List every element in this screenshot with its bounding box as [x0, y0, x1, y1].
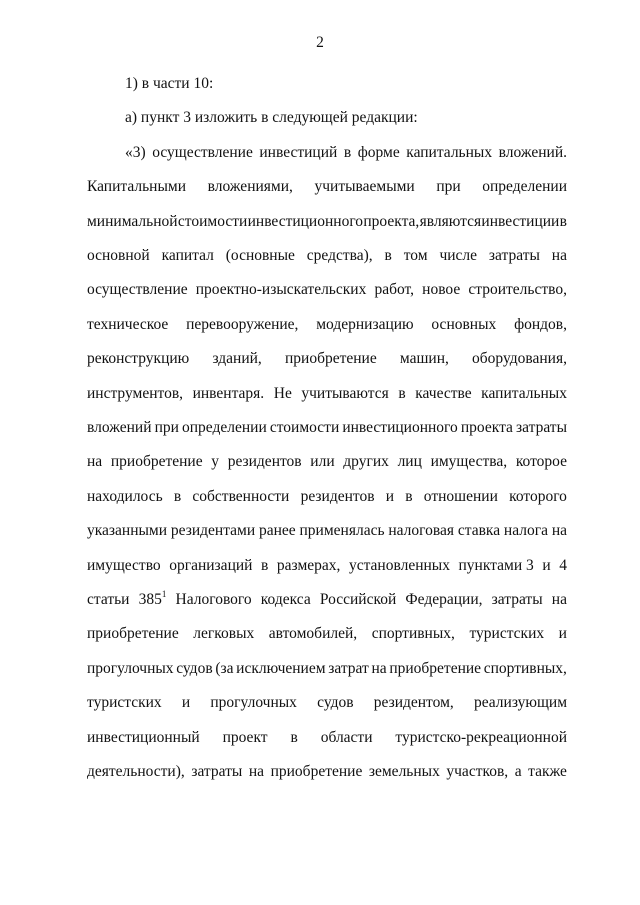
- word: налоговая: [388, 522, 455, 540]
- word: участков,: [446, 763, 509, 780]
- word: собственности: [192, 487, 290, 505]
- word: инвентаря.: [192, 384, 265, 402]
- word: судов: [176, 659, 213, 677]
- word: осуществление: [152, 143, 253, 161]
- word: имущество: [87, 556, 161, 574]
- word: лиц: [397, 453, 422, 471]
- word: и: [181, 694, 191, 712]
- text-line: [87, 590, 567, 610]
- word: в: [290, 728, 298, 746]
- word: в: [384, 247, 392, 264]
- word: применялась: [299, 522, 385, 540]
- text-line: [87, 762, 567, 782]
- word: которого: [509, 487, 567, 505]
- word: осуществление: [87, 281, 188, 299]
- word: пунктами 3: [458, 556, 534, 574]
- text-line: [87, 315, 567, 335]
- word: капитальных: [406, 143, 493, 161]
- word: на: [87, 453, 103, 471]
- superscript: 1: [161, 588, 167, 599]
- word: автомобилей,: [268, 625, 358, 643]
- word: техническое: [87, 315, 169, 333]
- word: статьи: [87, 591, 130, 608]
- text-line: [87, 693, 567, 713]
- word: проекта: [460, 419, 513, 436]
- word: на: [551, 247, 567, 264]
- word: минимальной: [87, 212, 178, 230]
- word: строительство,: [468, 281, 567, 299]
- word: туристских: [469, 625, 545, 643]
- word: стоимости: [269, 419, 340, 436]
- word: спортивных,: [371, 625, 455, 643]
- text-line: [87, 246, 567, 266]
- word: на: [248, 763, 265, 780]
- word: установленных: [348, 556, 450, 574]
- word: прогулочных: [210, 694, 297, 712]
- word: Российской: [319, 591, 397, 608]
- text-line: [87, 556, 567, 576]
- word: туристских: [87, 694, 162, 712]
- word: форме: [357, 143, 400, 161]
- word: инвестиционного: [247, 212, 364, 230]
- word: и: [542, 556, 551, 574]
- word: затраты: [488, 247, 540, 264]
- word: основных: [431, 315, 497, 333]
- text-line: [87, 487, 567, 507]
- word: приобретение: [389, 659, 482, 677]
- word: фондов,: [514, 315, 567, 333]
- word: приобретение: [270, 763, 363, 780]
- word: ранее: [258, 522, 296, 540]
- word: судов: [317, 694, 354, 712]
- word: в: [559, 212, 567, 230]
- word: капитал: [161, 247, 214, 264]
- word: проект: [222, 728, 268, 746]
- word: на: [551, 591, 567, 608]
- word: том: [403, 247, 428, 264]
- word: земельных: [368, 763, 440, 780]
- word: резидентов: [300, 487, 375, 505]
- word: вложениями,: [207, 178, 293, 196]
- word: инвестиционного: [342, 419, 458, 436]
- word: на: [551, 522, 567, 540]
- text-line-content: 1) в части 10:: [125, 75, 214, 92]
- word: определении: [482, 178, 567, 196]
- word: при: [154, 419, 179, 436]
- word: капитальных: [481, 384, 567, 402]
- word: 385: [138, 591, 162, 608]
- word: Не: [273, 384, 292, 402]
- word: в: [261, 556, 269, 574]
- word: учитываются: [301, 384, 389, 402]
- word: отношении: [423, 487, 498, 505]
- word: туристско-рекреационной: [395, 728, 567, 746]
- word: затраты: [191, 763, 243, 780]
- word: исключением: [236, 659, 326, 677]
- word: и: [558, 625, 567, 643]
- text-line: [87, 418, 567, 438]
- word: средства),: [306, 247, 373, 264]
- word: на: [371, 659, 387, 677]
- word: зданий,: [212, 350, 262, 368]
- text-line: [87, 659, 567, 679]
- word: стоимости: [177, 212, 248, 230]
- word: инвестиции: [481, 212, 560, 230]
- text-line: [125, 74, 213, 94]
- word: затраты: [516, 419, 567, 436]
- page-number: 2: [316, 34, 324, 51]
- word: спортивных,: [483, 659, 567, 677]
- word: инвестиционный: [87, 728, 200, 746]
- word: вложений: [87, 419, 152, 436]
- word: реализующим: [473, 694, 567, 712]
- word: легковых: [193, 625, 255, 643]
- word: а: [514, 763, 522, 780]
- word: у: [211, 453, 220, 471]
- text-line: [87, 212, 567, 232]
- text-line: [87, 384, 567, 404]
- word: также: [528, 763, 567, 780]
- word: при: [436, 178, 461, 196]
- text-line-content: а) пункт 3 изложить в следующей редакции:: [125, 109, 418, 127]
- word: инвестиций: [259, 143, 338, 161]
- word: Капитальными: [87, 178, 186, 196]
- word: резидентами: [170, 522, 256, 540]
- word: в: [173, 487, 182, 505]
- word: кодекса: [260, 591, 311, 608]
- word: области: [320, 728, 373, 746]
- word: определении: [182, 419, 267, 436]
- word: в: [343, 143, 352, 161]
- word: числе: [439, 247, 478, 264]
- word: «3): [125, 143, 146, 161]
- word: учитываемыми: [314, 178, 415, 196]
- word: вложений.: [498, 143, 567, 161]
- text-line: [87, 177, 567, 197]
- word: указанными: [87, 522, 168, 540]
- text-line: [87, 728, 567, 748]
- word: Налогового: [175, 591, 252, 608]
- word: приобретение: [110, 453, 203, 471]
- word-with-superscript: [139, 590, 167, 610]
- word: находилось: [87, 487, 163, 505]
- word: налога: [503, 522, 548, 540]
- word: деятельности),: [87, 763, 185, 780]
- text-line: [87, 521, 567, 541]
- word: организаций: [169, 556, 253, 574]
- word: других: [343, 453, 389, 471]
- text-line: [125, 143, 567, 163]
- word: реконструкцию: [87, 350, 190, 368]
- word: являются: [419, 212, 482, 230]
- text-line: [87, 452, 567, 472]
- word: 4: [559, 556, 567, 574]
- word: основной: [87, 247, 150, 264]
- word: затраты: [491, 591, 543, 608]
- word: (основные: [225, 247, 295, 264]
- word: резидентов: [227, 453, 302, 471]
- word: приобретение: [284, 350, 377, 368]
- word: имущества,: [430, 453, 508, 471]
- word: и: [385, 487, 395, 505]
- text-line: [125, 108, 418, 128]
- word: инструментов,: [87, 384, 184, 402]
- word: перевооружение,: [186, 315, 299, 333]
- word: которое: [515, 453, 567, 471]
- word: размерах,: [276, 556, 341, 574]
- word: работ,: [374, 281, 415, 299]
- word: приобретение: [87, 625, 179, 643]
- word: новое: [422, 281, 461, 299]
- word: проекта,: [363, 212, 420, 230]
- word: затрат: [328, 659, 369, 677]
- word: модернизацию: [316, 315, 414, 333]
- word: машин,: [399, 350, 449, 368]
- word: или: [310, 453, 335, 471]
- text-line: [87, 280, 567, 300]
- word: ставка: [457, 522, 501, 540]
- word: (за: [215, 659, 234, 677]
- word: в: [398, 384, 406, 402]
- word: проектно-изыскательских: [195, 281, 367, 299]
- word: оборудования,: [472, 350, 567, 368]
- word: Федерации,: [405, 591, 483, 608]
- text-line: [87, 624, 567, 644]
- word: в: [405, 487, 413, 505]
- word: резидентом,: [373, 694, 454, 712]
- word: качестве: [415, 384, 472, 402]
- word: прогулочных: [87, 659, 174, 677]
- text-line: [87, 349, 567, 369]
